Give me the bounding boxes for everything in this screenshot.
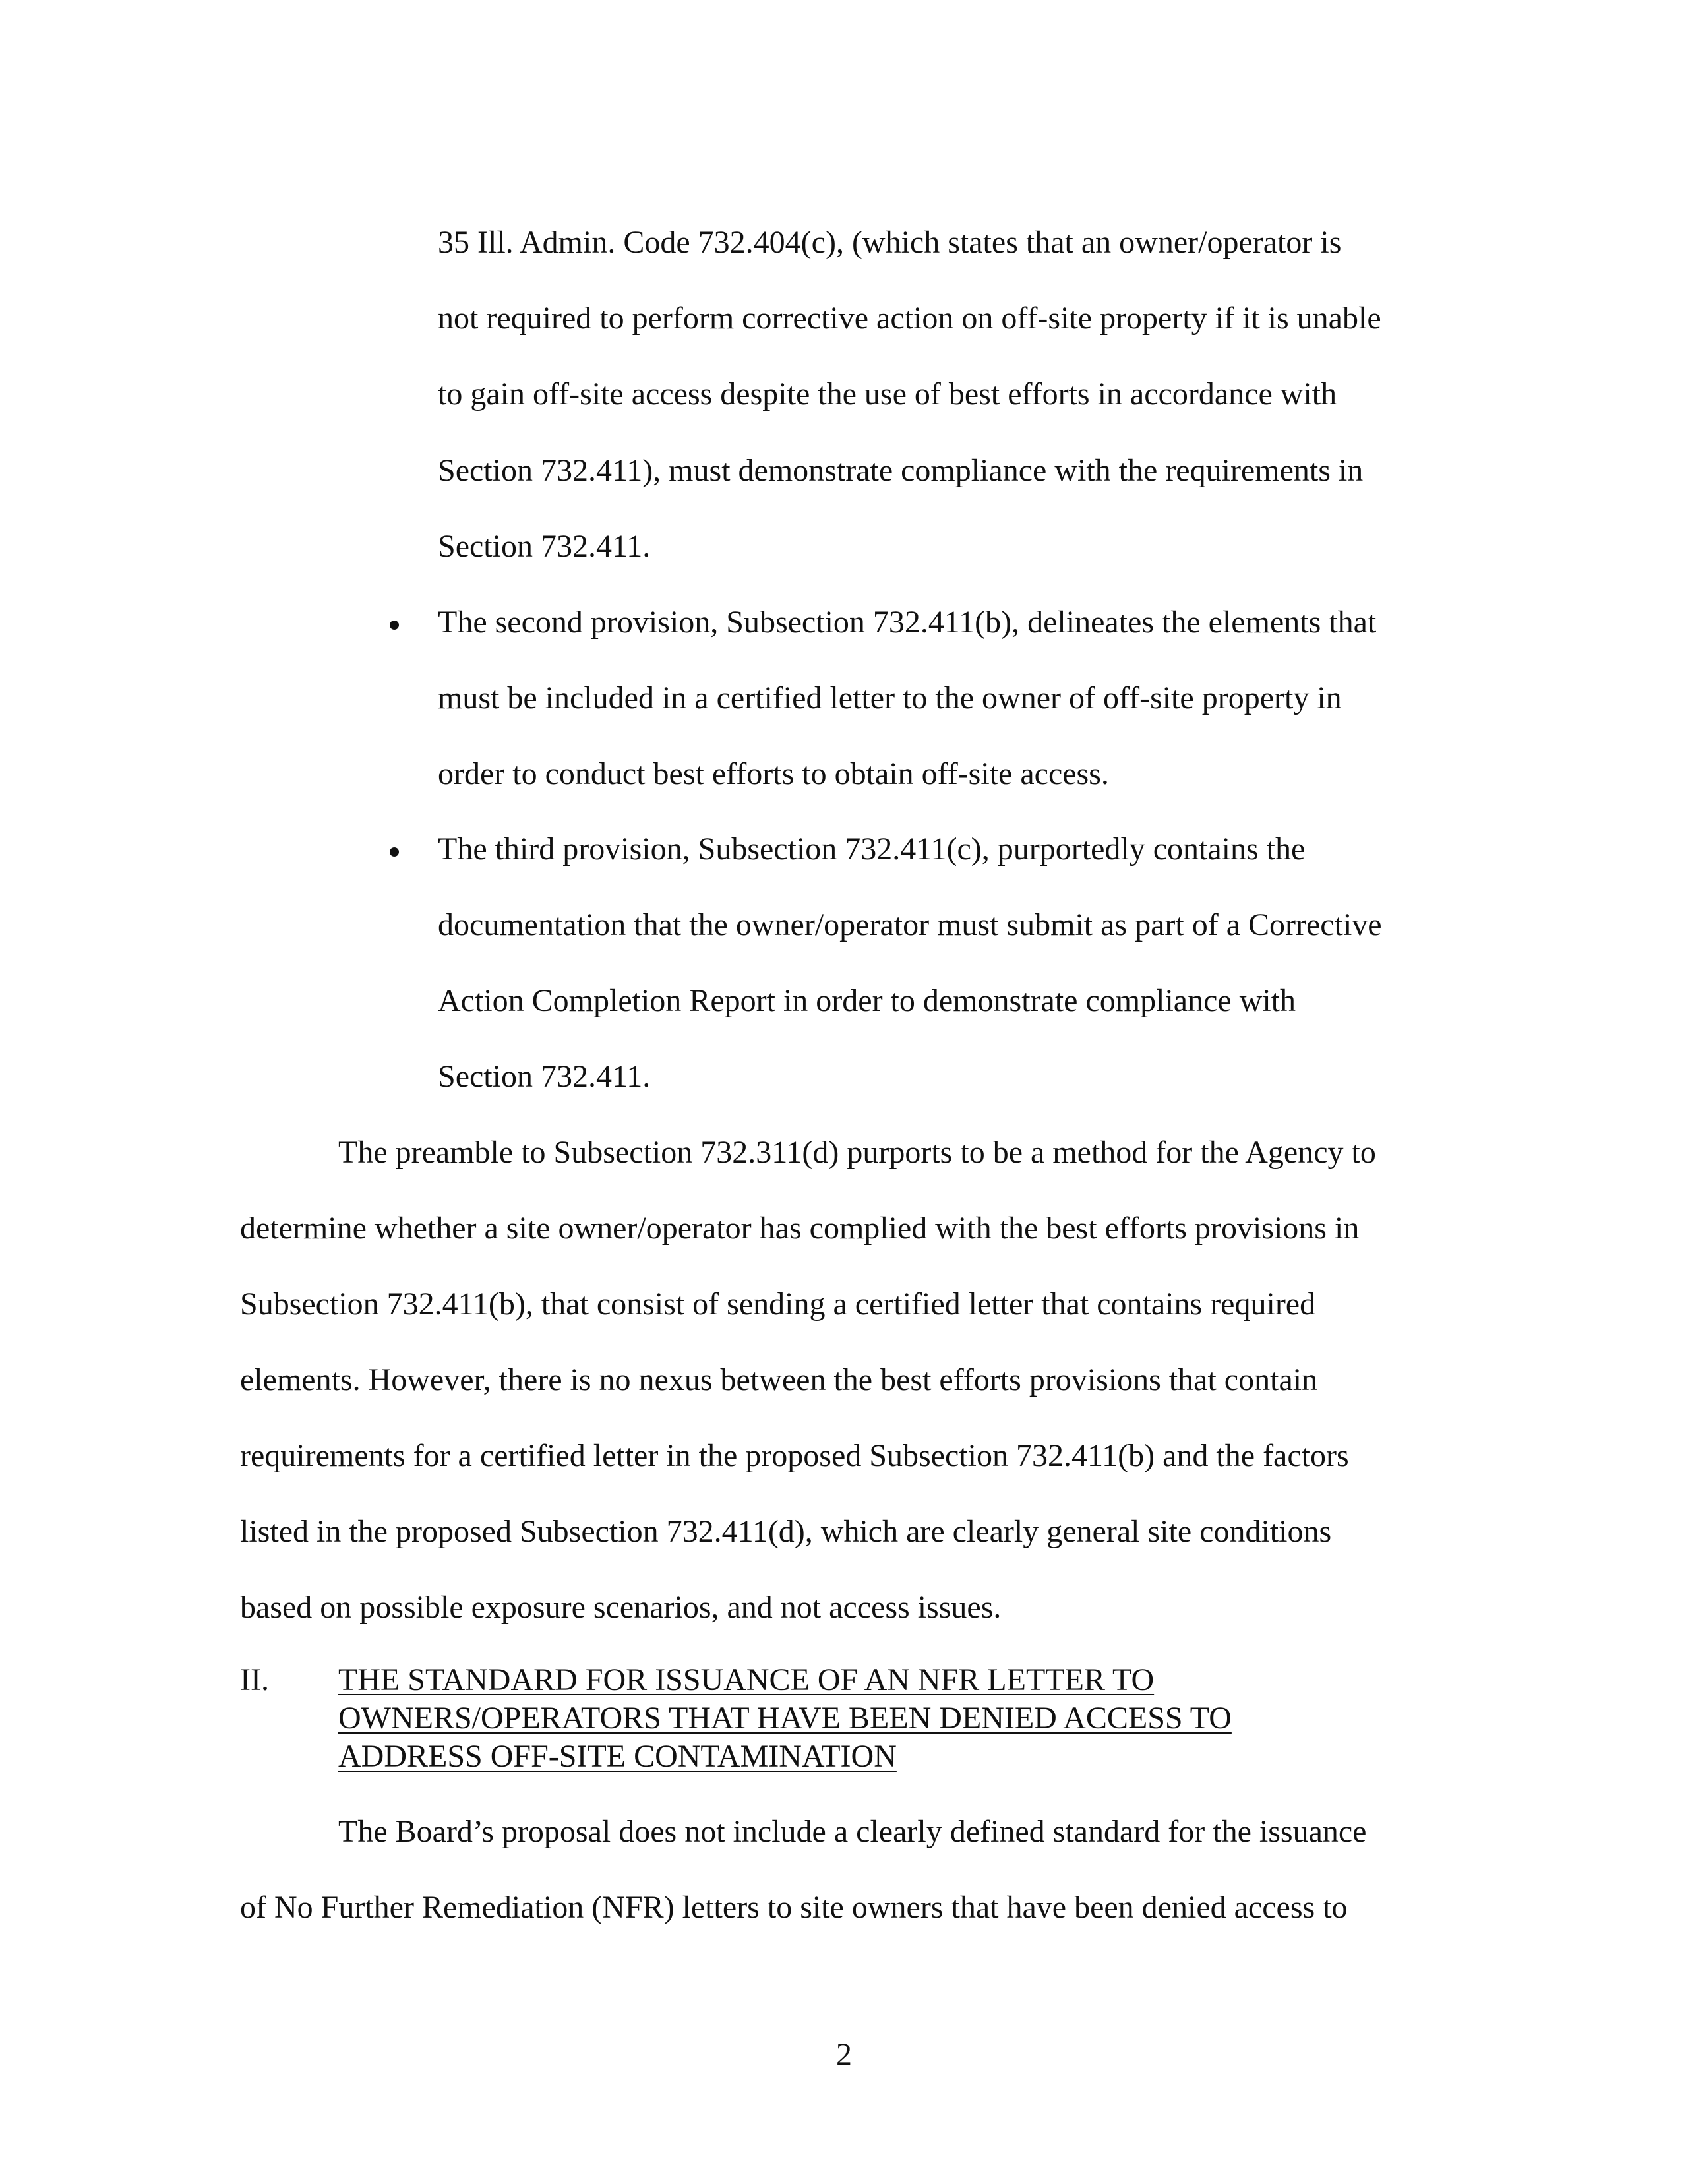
heading-line: THE STANDARD FOR ISSUANCE OF AN NFR LETTER TO	[338, 1662, 1155, 1697]
text-line: Section 732.411), must demonstrate compliance with the requirements in	[438, 453, 1364, 488]
text-line: The Board’s proposal does not include a clearly defined standard for the issuance	[338, 1814, 1367, 1849]
text-line: documentation that the owner/operator must submit as part of a Corrective	[438, 907, 1382, 942]
heading-line: ADDRESS OFF-SITE CONTAMINATION	[338, 1739, 897, 1774]
text-line: The preamble to Subsection 732.311(d) purports to be a method for the Agency to	[338, 1135, 1376, 1170]
text-line: to gain off-site access despite the use of best efforts in accordance with	[438, 377, 1337, 411]
page-number: 2	[836, 2037, 852, 2072]
text-line: order to conduct best efforts to obtain off-site access.	[438, 756, 1109, 791]
text-line: 35 Ill. Admin. Code 732.404(c), (which states that an owner/operator is	[438, 225, 1342, 260]
bullet-dot-icon	[390, 847, 399, 857]
text-line: The second provision, Subsection 732.411(b), delineates the elements that	[438, 605, 1377, 640]
text-line: Subsection 732.411(b), that consist of sending a certified letter that contains required	[240, 1287, 1316, 1321]
text-line: not required to perform corrective action on off-site property if it is unable	[438, 301, 1381, 336]
text-line: listed in the proposed Subsection 732.411(d), which are clearly general site conditions	[240, 1514, 1332, 1549]
text-line: of No Further Remediation (NFR) letters to site owners that have been denied access to	[240, 1890, 1348, 1925]
text-line: The third provision, Subsection 732.411(c), purportedly contains the	[438, 832, 1306, 866]
heading-line: OWNERS/OPERATORS THAT HAVE BEEN DENIED ACCESS TO	[338, 1701, 1232, 1736]
text-line: Section 732.411.	[438, 529, 651, 564]
text-line: based on possible exposure scenarios, and not access issues.	[240, 1590, 1002, 1625]
text-line: requirements for a certified letter in the proposed Subsection 732.411(b) and the factors	[240, 1438, 1349, 1473]
text-line: must be included in a certified letter to the owner of off-site property in	[438, 681, 1342, 715]
section-number: II.	[240, 1662, 269, 1697]
text-line: determine whether a site owner/operator has complied with the best efforts provisions in	[240, 1211, 1360, 1246]
text-line: elements. However, there is no nexus between the best efforts provisions that contain	[240, 1362, 1318, 1397]
text-line: Section 732.411.	[438, 1059, 651, 1094]
bullet-dot-icon	[390, 621, 399, 630]
text-line: Action Completion Report in order to demonstrate compliance with	[438, 983, 1296, 1018]
